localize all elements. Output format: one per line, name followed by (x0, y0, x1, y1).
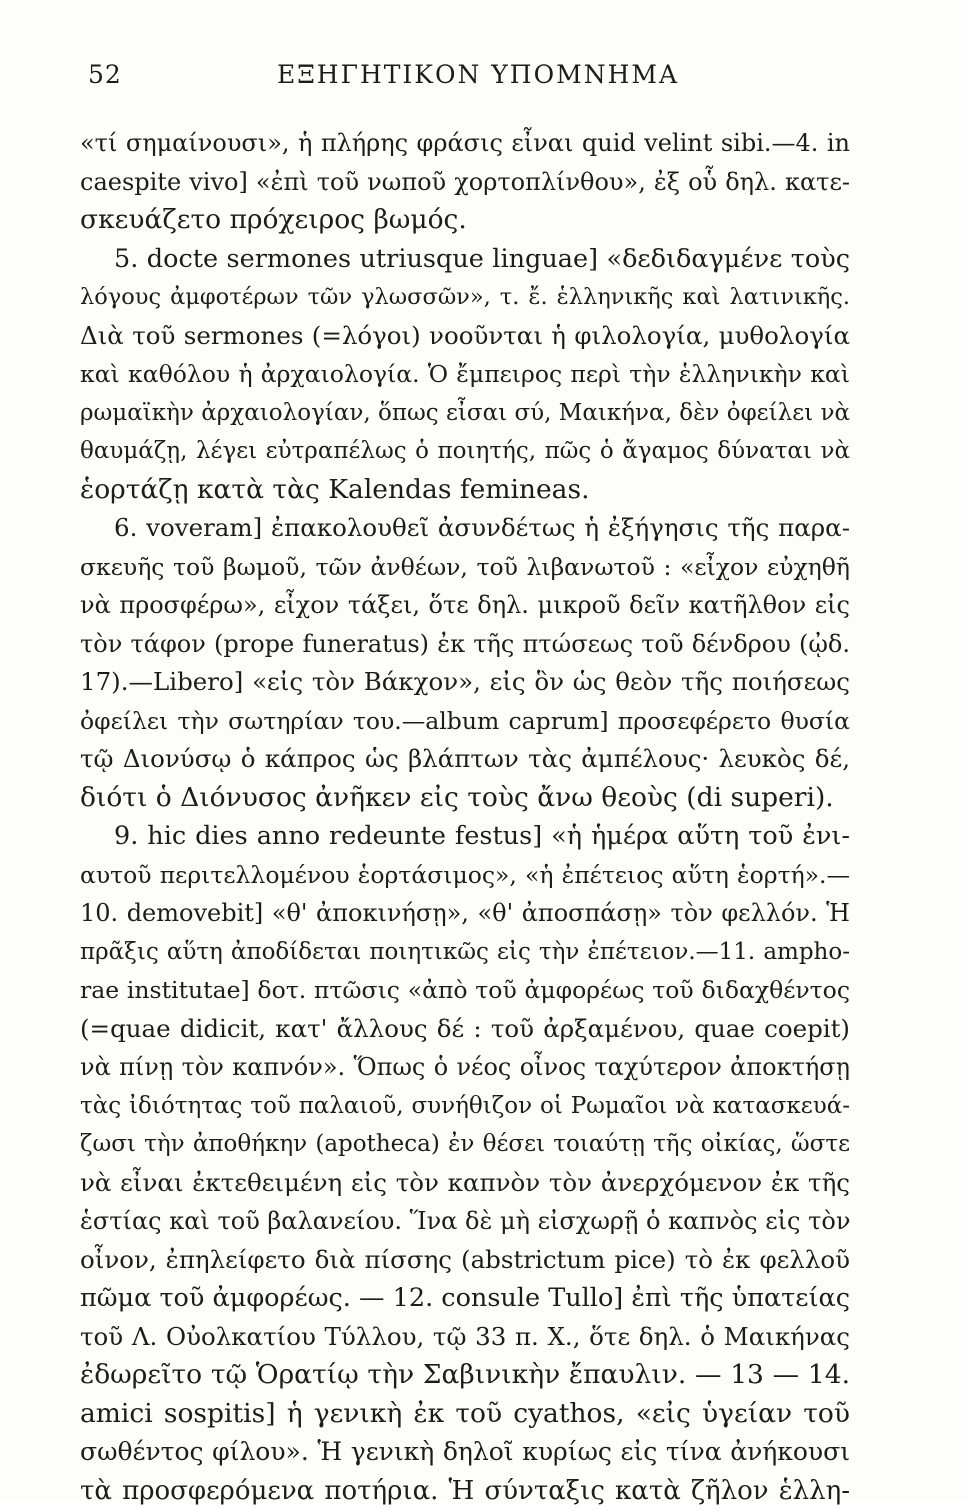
text-line: νὰ προσφέρω», εἶχον τάξει, ὅτε δηλ. μικροῦ δεῖν κατῆλθον εἰς (80, 586, 850, 625)
text-line: ἐδωρεῖτο τῷ Ὁρατίῳ τὴν Σαβινικὴν ἔπαυλιν. — 13 — 14. (80, 1356, 850, 1395)
text-line: τοῦ Λ. Οὐολκατίου Τύλλου, τῷ 33 π. Χ., ὅτε δηλ. ὁ Μαικήνας (80, 1318, 850, 1357)
text-line: καὶ καθόλου ἡ ἀρχαιολογία. Ὁ ἔμπειρος περὶ τὴν ἑλληνικὴν καὶ (80, 355, 850, 394)
text-line: Διὰ τοῦ sermones (=λόγοι) νοοῦνται ἡ φιλολογία, μυθολογία (80, 317, 850, 356)
text-line: νὰ πίνῃ τὸν καπνόν». Ὅπως ὁ νέος οἶνος ταχύτερον ἀποκτήσῃ (80, 1048, 850, 1087)
text-line: σκευῆς τοῦ βωμοῦ, τῶν ἀνθέων, τοῦ λιβανωτοῦ : «εἶχον εὐχηθῆ (80, 548, 850, 587)
page-number: 52 (88, 60, 122, 89)
text-line: ρωμαϊκὴν ἀρχαιολογίαν, ὅπως εἶσαι σύ, Μαικήνα, δὲν ὀφείλει νὰ (80, 394, 850, 433)
text-line: οἶνον, ἐπηλείφετο διὰ πίσσης (abstrictum pice) τὸ ἐκ φελλοῦ (80, 1241, 850, 1280)
text-line: amici sospitis] ἡ γενικὴ ἐκ τοῦ cyathos, «εἰς ὑγείαν τοῦ (80, 1395, 850, 1434)
text-line: 9. hic dies anno redeunte festus] «ἡ ἡμέρα αὕτη τοῦ ἐνι- (80, 817, 850, 856)
text-line: νὰ εἶναι ἐκτεθειμένη εἰς τὸν καπνὸν τὸν ἀνερχόμενον ἐκ τῆς (80, 1164, 850, 1203)
text-line: τὰ προσφερόμενα ποτήρια. Ἡ σύνταξις κατὰ ζῆλον ἑλλη- (80, 1472, 850, 1510)
running-title: ΕΞΗΓΗΤΙΚΟΝ ΥΠΟΜΝΗΜΑ (88, 60, 868, 89)
text-line: ζωσι τὴν ἀποθήκην (apotheca) ἐν θέσει τοιαύτῃ τῆς οἰκίας, ὥστε (80, 1125, 850, 1164)
page-header (88, 60, 868, 100)
text-line: caespite vivo] «ἐπὶ τοῦ νωποῦ χορτοπλίνθου», ἐξ οὗ δηλ. κατε- (80, 163, 850, 202)
text-line: αυτοῦ περιτελλομένου ἑορτάσιμος», «ἡ ἐπέτειος αὕτη ἑορτή».— (80, 856, 850, 895)
text-line: 5. docte sermones utriusque linguae] «δεδιδαγμένε τοὺς (80, 240, 850, 279)
text-line: 10. demovebit] «θ' ἀποκινήσῃ», «θ' ἀποσπάσῃ» τὸν φελλόν. Ἡ (80, 894, 850, 933)
text-line: ἑορτάζῃ κατὰ τὰς Kalendas femineas. (80, 471, 850, 510)
text-line: σκευάζετο πρόχειρος βωμός. (80, 201, 850, 240)
text-line: διότι ὁ Διόνυσος ἀνῆκεν εἰς τοὺς ἄνω θεοὺς (di superi). (80, 779, 850, 818)
text-line: λόγους ἀμφοτέρων τῶν γλωσσῶν», τ. ἔ. ἑλληνικῆς καὶ λατινικῆς. (80, 278, 850, 317)
text-line: πῶμα τοῦ ἀμφορέως. — 12. consule Tullo] ἐπὶ τῆς ὑπατείας (80, 1279, 850, 1318)
text-line: σωθέντος φίλου». Ἡ γενικὴ δηλοῖ κυρίως εἰς τίνα ἀνήκουσι (80, 1433, 850, 1472)
text-line: ὀφείλει τὴν σωτηρίαν του.—album caprum] προσεφέρετο θυσία (80, 702, 850, 741)
text-line: πρᾶξις αὕτη ἀποδίδεται ποιητικῶς εἰς τὴν ἐπέτειον.—11. ampho- (80, 933, 850, 972)
commentary-text (80, 124, 850, 1510)
text-line: rae institutae] δοτ. πτῶσις «ἀπὸ τοῦ ἀμφορέως τοῦ διδαχθέντος (80, 971, 850, 1010)
text-line: 17).—Libero] «εἰς τὸν Βάκχον», εἰς ὃν ὡς θεὸν τῆς ποιήσεως (80, 663, 850, 702)
text-line: τὰς ἰδιότητας τοῦ παλαιοῦ, συνήθιζον οἱ Ρωμαῖοι νὰ κατασκευά- (80, 1087, 850, 1126)
text-line: τῷ Διονύσῳ ὁ κάπρος ὡς βλάπτων τὰς ἀμπέλους· λευκὸς δέ, (80, 740, 850, 779)
text-line: 6. voveram] ἐπακολουθεῖ ἀσυνδέτως ἡ ἐξήγησις τῆς παρα- (80, 509, 850, 548)
text-line: τὸν τάφον (prope funeratus) ἐκ τῆς πτώσεως τοῦ δένδρου (ᾠδ. (80, 625, 850, 664)
text-line: «τί σημαίνουσι», ἡ πλήρης φράσις εἶναι quid velint sibi.—4. in (80, 124, 850, 163)
text-line: θαυμάζῃ, λέγει εὐτραπέλως ὁ ποιητής, πῶς ὁ ἄγαμος δύναται νὰ (80, 432, 850, 471)
text-line: ἑστίας καὶ τοῦ βαλανείου. Ἵνα δὲ μὴ εἰσχωρῇ ὁ καπνὸς εἰς τὸν (80, 1202, 850, 1241)
text-line: (=quae didicit, κατ' ἄλλους δέ : τοῦ ἀρξαμένου, quae coepit) (80, 1010, 850, 1049)
